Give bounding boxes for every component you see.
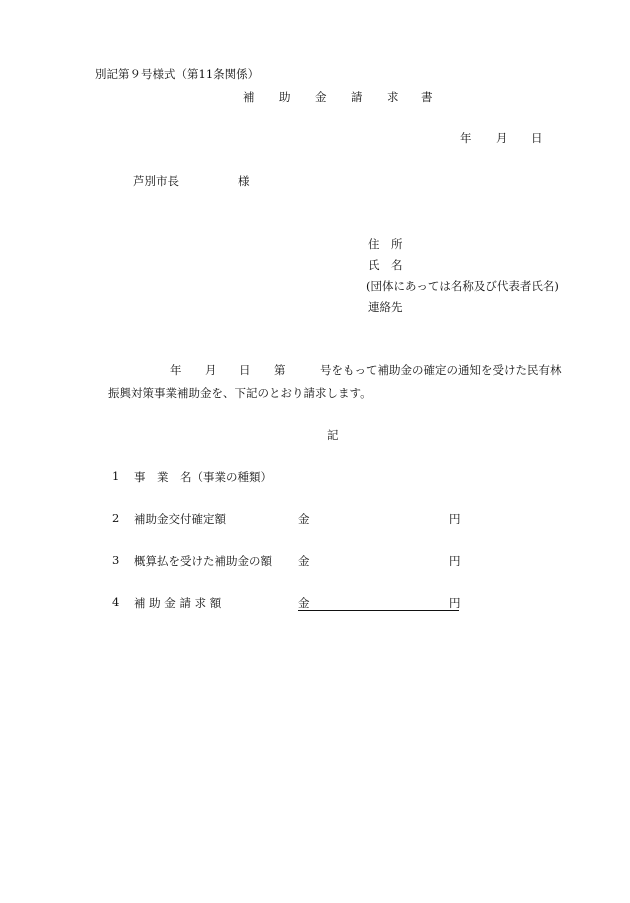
- item-kin: 金: [298, 554, 310, 568]
- item-label: 概算払を受けた補助金の額: [134, 554, 272, 568]
- item-label: 事 業 名（事業の種類）: [134, 470, 272, 484]
- date-month: 月: [496, 131, 508, 145]
- request-amount-underline: [298, 595, 459, 611]
- applicant-contact-label: 連絡先: [368, 300, 403, 314]
- item-number: 3: [112, 553, 120, 567]
- item-label: 補助金交付確定額: [134, 512, 226, 526]
- title-char: 補: [243, 90, 255, 104]
- title-char: 請: [351, 90, 363, 104]
- item-kin: 金: [298, 512, 310, 526]
- addressee-honorific: 様: [238, 174, 250, 188]
- title-char: 書: [421, 90, 433, 104]
- body-month: 月: [205, 363, 217, 377]
- body-line1: 号をもって補助金の確定の通知を受けた民有林: [320, 363, 562, 377]
- item-kin: 金: [298, 596, 310, 610]
- title-char: 求: [387, 90, 399, 104]
- item-label: 補 助 金 請 求 額: [134, 596, 222, 610]
- form-label: 別記第９号様式（第11条関係）: [95, 67, 260, 81]
- title-char: 助: [279, 90, 291, 104]
- item-number: 1: [112, 469, 120, 483]
- body-notice-prefix: 第: [274, 363, 286, 377]
- applicant-address-label: 住 所: [368, 237, 403, 251]
- item-en: 円: [449, 512, 461, 526]
- applicant-org-note: (団体にあっては名称及び代表者氏名): [366, 279, 559, 293]
- item-en: 円: [449, 554, 461, 568]
- item-number: 2: [112, 511, 120, 525]
- date-day: 日: [531, 131, 543, 145]
- item-en: 円: [449, 596, 461, 610]
- body-year: 年: [170, 363, 182, 377]
- applicant-name-label: 氏 名: [368, 258, 403, 272]
- title-char: 金: [315, 90, 327, 104]
- ki-heading: 記: [327, 428, 339, 442]
- body-line2: 振興対策事業補助金を、下記のとおり請求します。: [108, 386, 372, 400]
- addressee-name: 芦別市長: [133, 174, 179, 188]
- date-year: 年: [460, 131, 472, 145]
- body-day: 日: [239, 363, 251, 377]
- item-number: 4: [112, 595, 120, 609]
